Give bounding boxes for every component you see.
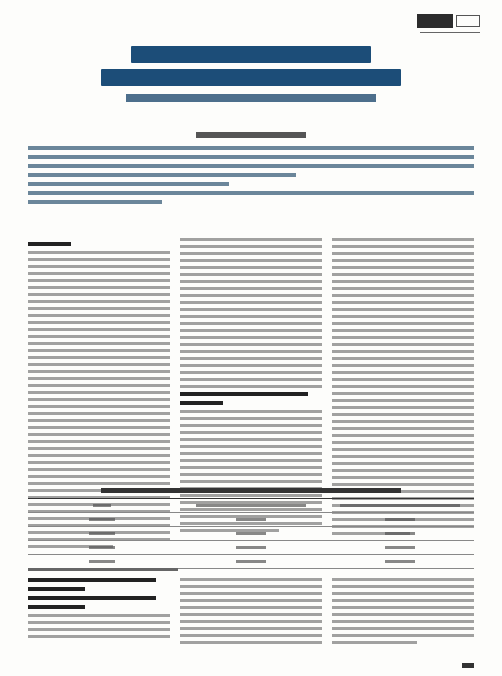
text-line	[28, 398, 170, 401]
text-line	[180, 592, 322, 595]
text-line	[180, 364, 322, 367]
text-line	[180, 245, 322, 248]
text-line	[332, 238, 474, 241]
text-line	[180, 620, 322, 623]
text-line	[180, 452, 322, 455]
text-line	[332, 301, 474, 304]
text-line	[28, 300, 170, 303]
text-line	[180, 585, 322, 588]
section-heading	[28, 596, 156, 600]
text-line	[180, 343, 322, 346]
text-line	[180, 308, 322, 311]
text-line	[28, 307, 170, 310]
text-line	[180, 424, 322, 427]
text-line	[332, 476, 474, 479]
cell-text	[89, 518, 115, 521]
text-line	[180, 459, 322, 462]
text-line	[28, 614, 170, 617]
text-line	[28, 628, 170, 631]
text-line	[28, 405, 170, 408]
text-line	[180, 273, 322, 276]
text-line	[332, 455, 474, 458]
text-line	[332, 434, 474, 437]
text-line	[180, 294, 322, 297]
byline-bar	[196, 132, 306, 138]
body-column-3	[332, 238, 474, 484]
table-cell	[28, 555, 177, 569]
text-line	[28, 321, 170, 324]
text-line	[28, 482, 170, 485]
text-line	[28, 356, 170, 359]
text-line	[180, 613, 322, 616]
text-line	[180, 480, 322, 483]
badge-mark	[456, 15, 480, 27]
text-line	[28, 475, 170, 478]
text-line	[28, 384, 170, 387]
table-caption	[0, 488, 502, 493]
text-line	[180, 238, 322, 241]
table-cell	[325, 541, 474, 555]
table-cell	[177, 513, 326, 527]
text-line	[332, 245, 474, 248]
text-line	[28, 426, 170, 429]
subtitle-line	[126, 94, 376, 102]
text-line	[332, 483, 474, 486]
text-line	[28, 279, 170, 282]
text-line	[28, 454, 170, 457]
text-line	[332, 371, 474, 374]
table-cell	[28, 541, 177, 555]
text-line	[28, 433, 170, 436]
text-line	[332, 413, 474, 416]
header-text	[196, 504, 306, 507]
text-line	[332, 350, 474, 353]
text-line	[332, 385, 474, 388]
text-line	[332, 634, 474, 637]
text-line	[180, 329, 322, 332]
header-text	[340, 504, 460, 507]
text-line	[28, 293, 170, 296]
text-line	[180, 410, 322, 413]
text-line	[28, 286, 170, 289]
text-line	[332, 308, 474, 311]
text-line	[180, 431, 322, 434]
text-line	[28, 251, 170, 254]
text-line	[332, 427, 474, 430]
table-cell	[177, 541, 326, 555]
text-line	[180, 322, 322, 325]
text-line	[28, 440, 170, 443]
text-line	[28, 621, 170, 624]
text-line	[332, 378, 474, 381]
text-line	[180, 336, 322, 339]
text-line	[332, 392, 474, 395]
table-cell	[28, 513, 177, 527]
byline	[0, 132, 502, 138]
abstract-line	[28, 173, 296, 177]
text-line	[28, 328, 170, 331]
text-line	[332, 592, 474, 595]
text-line	[332, 280, 474, 283]
cell-text	[89, 546, 115, 549]
text-line	[28, 258, 170, 261]
header-badge	[417, 14, 480, 28]
table-cell	[28, 527, 177, 541]
cell-text	[236, 546, 266, 549]
text-line	[332, 252, 474, 255]
text-line	[28, 314, 170, 317]
text-line	[332, 469, 474, 472]
text-line	[180, 301, 322, 304]
cell-text	[89, 560, 115, 563]
text-line	[28, 447, 170, 450]
text-line	[180, 627, 322, 630]
table-row	[28, 513, 474, 527]
funding-line	[28, 200, 162, 204]
text-line	[180, 634, 322, 637]
title-area	[28, 46, 474, 102]
text-line	[332, 420, 474, 423]
text-line	[180, 385, 322, 388]
text-line	[180, 350, 322, 353]
text-line	[28, 272, 170, 275]
table-row	[28, 541, 474, 555]
text-line	[28, 349, 170, 352]
table-caption-bar	[101, 488, 401, 493]
text-line	[332, 259, 474, 262]
section-heading	[180, 401, 223, 405]
text-line	[332, 462, 474, 465]
text-line	[28, 461, 170, 464]
abstract-line	[28, 164, 474, 168]
badge-rule	[420, 32, 480, 33]
text-line	[180, 494, 322, 497]
cell-text	[385, 546, 415, 549]
text-line	[28, 363, 170, 366]
text-line	[180, 438, 322, 441]
text-line	[332, 641, 417, 644]
text-line	[180, 252, 322, 255]
cell-text	[236, 532, 266, 535]
text-line	[332, 343, 474, 346]
table-row	[28, 527, 474, 541]
keywords-line	[28, 182, 229, 186]
text-line	[180, 466, 322, 469]
text-line	[180, 445, 322, 448]
text-line	[28, 635, 170, 638]
lower-column-2	[180, 578, 322, 662]
text-line	[180, 473, 322, 476]
text-line	[332, 620, 474, 623]
table-cell	[325, 527, 474, 541]
data-table	[28, 498, 474, 569]
section-heading	[28, 605, 85, 609]
text-line	[180, 315, 322, 318]
body-columns	[28, 238, 474, 484]
table-source-note	[28, 568, 178, 571]
text-line	[180, 417, 322, 420]
text-line	[180, 259, 322, 262]
text-line	[332, 599, 474, 602]
header-cell	[28, 499, 177, 513]
text-line	[28, 342, 170, 345]
body-column-2	[180, 238, 322, 484]
section-heading	[28, 242, 71, 246]
header-text	[93, 504, 111, 507]
text-line	[332, 441, 474, 444]
table-cell	[325, 555, 474, 569]
text-line	[180, 266, 322, 269]
text-line	[28, 370, 170, 373]
table-cell	[177, 555, 326, 569]
text-line	[332, 357, 474, 360]
text-line	[180, 641, 322, 644]
text-line	[332, 585, 474, 588]
funding-line	[28, 191, 474, 195]
text-line	[332, 627, 474, 630]
table-row	[28, 555, 474, 569]
text-line	[28, 335, 170, 338]
abstract-line	[28, 155, 474, 159]
text-line	[180, 357, 322, 360]
text-line	[332, 273, 474, 276]
text-line	[180, 280, 322, 283]
title-line-2	[101, 69, 401, 86]
text-line	[180, 606, 322, 609]
text-line	[332, 448, 474, 451]
text-line	[332, 406, 474, 409]
text-line	[28, 468, 170, 471]
text-line	[28, 391, 170, 394]
text-line	[332, 329, 474, 332]
section-heading	[180, 392, 308, 396]
abstract	[28, 146, 474, 209]
text-line	[180, 378, 322, 381]
text-line	[28, 419, 170, 422]
text-line	[332, 364, 474, 367]
header-cell	[177, 499, 326, 513]
text-line	[180, 599, 322, 602]
lower-columns	[28, 578, 474, 662]
table-cell	[325, 513, 474, 527]
abstract-line	[28, 146, 474, 150]
cell-text	[385, 532, 415, 535]
text-line	[180, 371, 322, 374]
header-cell	[325, 499, 474, 513]
lower-column-1	[28, 578, 170, 662]
cell-text	[236, 560, 266, 563]
text-line	[332, 315, 474, 318]
badge-block	[417, 14, 453, 28]
text-line	[28, 265, 170, 268]
text-line	[332, 287, 474, 290]
text-line	[332, 266, 474, 269]
text-line	[332, 322, 474, 325]
text-line	[180, 578, 322, 581]
text-line	[332, 606, 474, 609]
cell-text	[385, 560, 415, 563]
text-line	[180, 287, 322, 290]
text-line	[28, 377, 170, 380]
lower-column-3	[332, 578, 474, 662]
cell-text	[236, 518, 266, 521]
table-cell	[177, 527, 326, 541]
text-line	[332, 294, 474, 297]
cell-text	[385, 518, 415, 521]
body-column-1	[28, 238, 170, 484]
text-line	[332, 613, 474, 616]
cell-text	[89, 532, 115, 535]
title-line-1	[131, 46, 371, 63]
text-line	[332, 578, 474, 581]
text-line	[332, 399, 474, 402]
text-line	[332, 336, 474, 339]
section-heading	[28, 578, 156, 582]
section-heading	[28, 587, 85, 591]
page-number	[462, 663, 474, 668]
text-line	[28, 412, 170, 415]
table-header-row	[28, 499, 474, 513]
